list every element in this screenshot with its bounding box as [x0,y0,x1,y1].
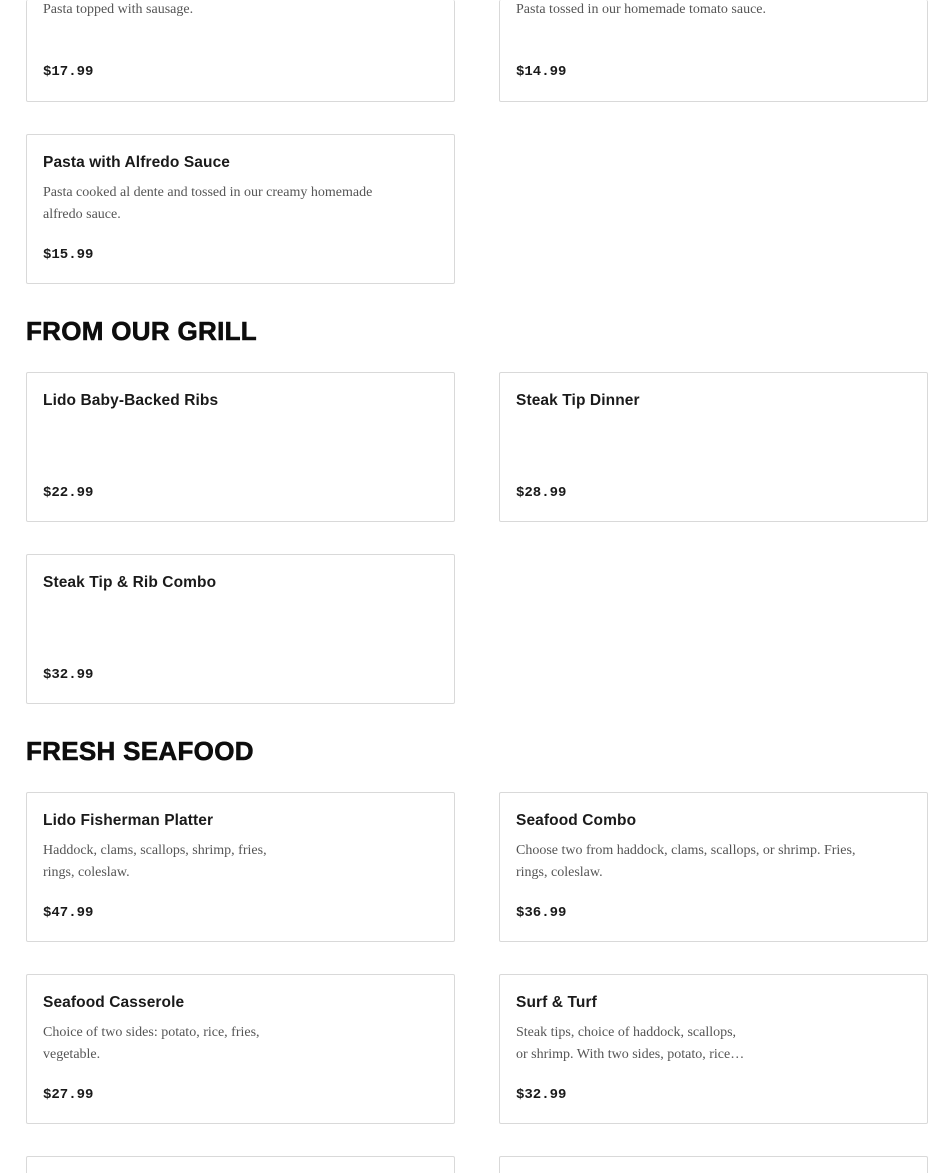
item-name: Lido Baby-Backed Ribs [43,392,219,409]
item-description: Pasta topped with sausage. [43,2,194,17]
item-price: $36.99 [516,905,567,921]
item-description-line: or shrimp. With two sides, potato, rice… [516,1047,745,1062]
item-price: $28.99 [516,485,567,501]
menu-item-card[interactable] [499,1156,928,1173]
section-title-seafood: FRESH SEAFOOD [26,736,254,766]
menu-item-card[interactable] [26,1156,455,1173]
item-description-line: rings, coleslaw. [516,865,603,880]
item-description-line: alfredo sauce. [43,207,121,222]
menu-item-card[interactable] [26,792,455,942]
item-description-line: Haddock, clams, scallops, shrimp, fries, [43,843,267,858]
item-description-line: Choice of two sides: potato, rice, fries, [43,1025,260,1040]
item-description [516,840,855,884]
item-description [43,840,267,884]
item-price: $17.99 [43,64,94,80]
item-description [516,1022,744,1066]
item-name: Pasta with Alfredo Sauce [43,154,231,171]
item-price: $27.99 [43,1087,94,1103]
item-description-line: Steak tips, choice of haddock, scallops, [516,1025,737,1040]
item-description [43,1022,260,1066]
menu-item-card[interactable] [499,372,928,522]
item-description [43,182,372,226]
item-price: $32.99 [516,1087,567,1103]
item-price: $14.99 [516,64,567,80]
item-description-line: rings, coleslaw. [43,865,130,880]
item-name: Steak Tip Dinner [516,392,640,409]
item-name: Lido Fisherman Platter [43,812,214,829]
item-description-line: Choose two from haddock, clams, scallops, or shrimp. Fries, [516,843,856,858]
item-price: $15.99 [43,247,94,263]
menu-item-card[interactable] [26,372,455,522]
item-name: Seafood Casserole [43,994,185,1011]
menu-item-card[interactable] [499,0,928,102]
menu-item-card[interactable] [26,134,455,284]
item-name: Steak Tip & Rib Combo [43,574,217,591]
item-description: Pasta tossed in our homemade tomato sauce. [516,2,766,17]
item-price: $22.99 [43,485,94,501]
item-price: $32.99 [43,667,94,683]
menu-item-card[interactable] [26,0,455,102]
menu-item-card[interactable] [26,974,455,1124]
menu-item-card[interactable] [499,792,928,942]
item-name: Surf & Turf [516,994,597,1011]
item-description-line: Pasta cooked al dente and tossed in our creamy homemade [43,185,373,200]
item-name: Seafood Combo [516,812,637,829]
section-title-grill: FROM OUR GRILL [26,316,257,346]
menu-item-card[interactable] [499,974,928,1124]
item-description-line: vegetable. [43,1047,101,1062]
item-price: $47.99 [43,905,94,921]
menu-item-card[interactable] [26,554,455,704]
